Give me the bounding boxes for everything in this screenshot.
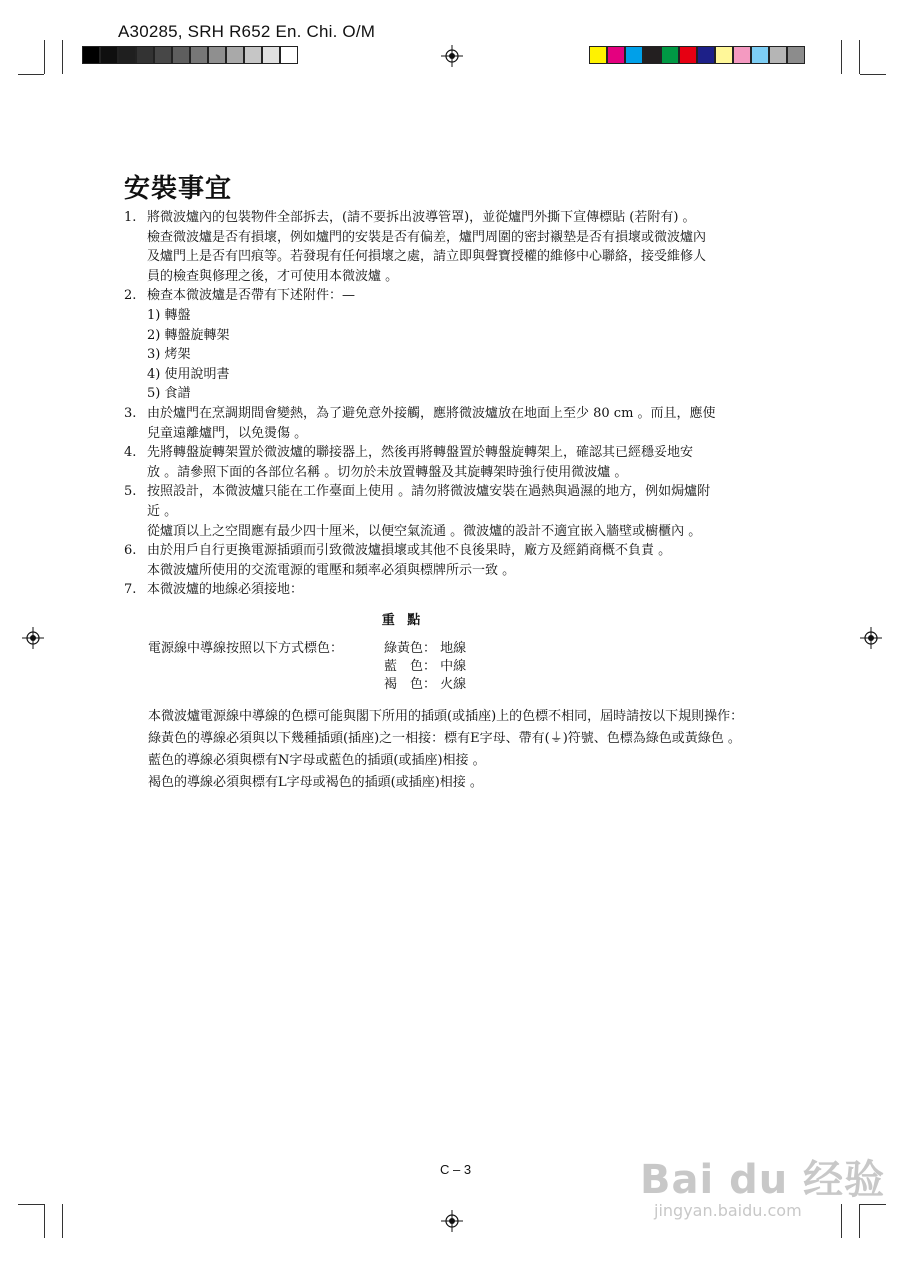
calibration-swatch — [280, 46, 298, 64]
page-title: 安裝事宜 — [124, 174, 233, 204]
wire-color-label: 電源線中導線按照以下方式標色： — [148, 641, 344, 656]
registration-mark-icon — [441, 1210, 463, 1232]
registration-mark-icon — [22, 627, 44, 649]
calibration-swatch — [226, 46, 244, 64]
item-line: 檢查本微波爐是否帶有下述附件：— — [147, 288, 356, 304]
wire-paragraph: 本微波爐電源線中導線的色標可能與閣下所用的插頭(或插座)上的色標不相同，屆時請按以下規則操作： — [148, 709, 744, 724]
document-code: A30285, SRH R652 En. Chi. O/M — [118, 22, 376, 41]
crop-mark — [860, 74, 886, 75]
page-number: C – 3 — [440, 1162, 472, 1177]
calibration-swatch — [190, 46, 208, 64]
calibration-swatch — [136, 46, 154, 64]
instruction-item — [124, 541, 784, 580]
calibration-swatch — [607, 46, 625, 64]
calibration-swatch — [751, 46, 769, 64]
calibration-swatch — [679, 46, 697, 64]
instruction-item — [124, 443, 784, 482]
item-line: 按照設計，本微波爐只能在工作臺面上使用 。請勿將微波爐安裝在過熱與過濕的地方，例如焗爐附 — [147, 484, 711, 500]
instruction-item — [124, 482, 784, 541]
important-notice — [148, 612, 788, 796]
calibration-swatch — [244, 46, 262, 64]
item-line: 將微波爐內的包裝物件全部拆去，(請不要拆出波導管罩)，並從爐門外撕下宣傳標貼 (若附有) 。 — [147, 210, 696, 225]
instruction-item — [124, 580, 784, 600]
calibration-swatch — [733, 46, 751, 64]
accessory-item: 3) 烤架 — [147, 347, 191, 363]
item-line: 近 。 — [147, 503, 178, 519]
item-line: 放 。請參照下面的各部位名稱 。切勿於未放置轉盤及其旋轉架時強行使用微波爐 。 — [147, 464, 628, 480]
item-line: 兒童遠離爐門，以免燙傷 。 — [147, 425, 308, 441]
wire-paragraph: 褐色的導線必須與標有L字母或褐色的插頭(或插座)相接 。 — [148, 775, 483, 790]
color-calibration-bar — [589, 46, 805, 64]
item-number: 3. — [124, 405, 137, 421]
calibration-swatch — [82, 46, 100, 64]
item-line: 由於用戶自行更換電源插頭而引致微波爐損壞或其他不良後果時，廠方及經銷商概不負責 。 — [147, 543, 672, 559]
accessory-item: 1) 轉盤 — [147, 307, 191, 323]
registration-mark-icon — [441, 45, 463, 67]
wire-color-earth: 綠黃色： 地線 — [384, 641, 467, 656]
calibration-swatch — [643, 46, 661, 64]
accessory-item: 5) 食譜 — [147, 386, 191, 402]
wire-paragraph: 綠黃色的導線必須與以下幾種插頭(插座)之一相接：標有E字母、帶有(⏚)符號、色標為綠色或黃綠色 。 — [148, 731, 741, 746]
crop-mark — [18, 74, 44, 75]
crop-mark — [841, 40, 842, 74]
instruction-item — [124, 208, 784, 286]
calibration-swatch — [787, 46, 805, 64]
item-line: 及爐門上是否有凹痕等。若發現有任何損壞之處，請立即與聲寶授權的維修中心聯絡，接受維修人 — [147, 249, 707, 265]
watermark-logo: Bai du 经验 — [640, 1157, 886, 1203]
calibration-swatch — [262, 46, 280, 64]
calibration-swatch — [208, 46, 226, 64]
item-line: 員的檢查與修理之後，才可使用本微波爐 。 — [147, 268, 399, 284]
item-line: 本微波爐所使用的交流電源的電壓和頻率必須與標牌所示一致 。 — [147, 562, 516, 578]
watermark-url: jingyan.baidu.com — [654, 1201, 802, 1220]
instruction-item — [124, 286, 784, 404]
calibration-swatch — [697, 46, 715, 64]
item-line: 檢查微波爐是否有損壞，例如爐門的安裝是否有偏差，爐門周圍的密封襯墊是否有損壞或微波爐內 — [147, 229, 707, 245]
accessory-item: 2) 轉盤旋轉架 — [147, 327, 230, 343]
item-line: 從爐頂以上之空間應有最少四十厘米，以便空氣流通 。微波爐的設計不適宜嵌入牆壁或櫥櫃內 。 — [147, 523, 702, 539]
calibration-swatch — [118, 46, 136, 64]
item-number: 4. — [124, 445, 137, 461]
calibration-swatch — [172, 46, 190, 64]
crop-mark — [44, 40, 45, 74]
item-number: 1. — [124, 210, 137, 225]
item-line: 本微波爐的地線必須接地： — [147, 582, 304, 598]
crop-mark — [62, 1204, 63, 1238]
installation-instructions — [124, 208, 784, 600]
calibration-swatch — [589, 46, 607, 64]
wire-color-neutral: 藍 色： 中線 — [384, 659, 467, 674]
calibration-swatch — [100, 46, 118, 64]
accessory-item: 4) 使用說明書 — [147, 366, 230, 382]
calibration-swatch — [154, 46, 172, 64]
calibration-swatch — [661, 46, 679, 64]
instruction-item — [124, 404, 784, 443]
important-title: 重 點 — [381, 613, 425, 628]
calibration-swatch — [769, 46, 787, 64]
item-line: 由於爐門在烹調期間會變熱，為了避免意外接觸，應將微波爐放在地面上至少 80 cm 。而且，應使 — [147, 405, 716, 421]
item-line: 先將轉盤旋轉架置於微波爐的聯接器上，然後再將轉盤置於轉盤旋轉架上，確認其已經穩妥地安 — [147, 445, 694, 461]
crop-mark — [44, 1204, 45, 1238]
grayscale-calibration-bar — [82, 46, 298, 64]
crop-mark — [859, 40, 860, 74]
watermark — [640, 1148, 885, 1220]
item-number: 5. — [124, 484, 137, 500]
crop-mark — [18, 1204, 44, 1205]
calibration-swatch — [715, 46, 733, 64]
item-number: 7. — [124, 582, 137, 598]
wire-paragraph: 藍色的導線必須與標有N字母或藍色的插頭(或插座)相接 。 — [148, 753, 486, 768]
wire-color-live: 褐 色： 火線 — [384, 677, 467, 692]
item-number: 6. — [124, 543, 137, 559]
registration-mark-icon — [860, 627, 882, 649]
calibration-swatch — [625, 46, 643, 64]
item-number: 2. — [124, 288, 137, 304]
crop-mark — [62, 40, 63, 74]
